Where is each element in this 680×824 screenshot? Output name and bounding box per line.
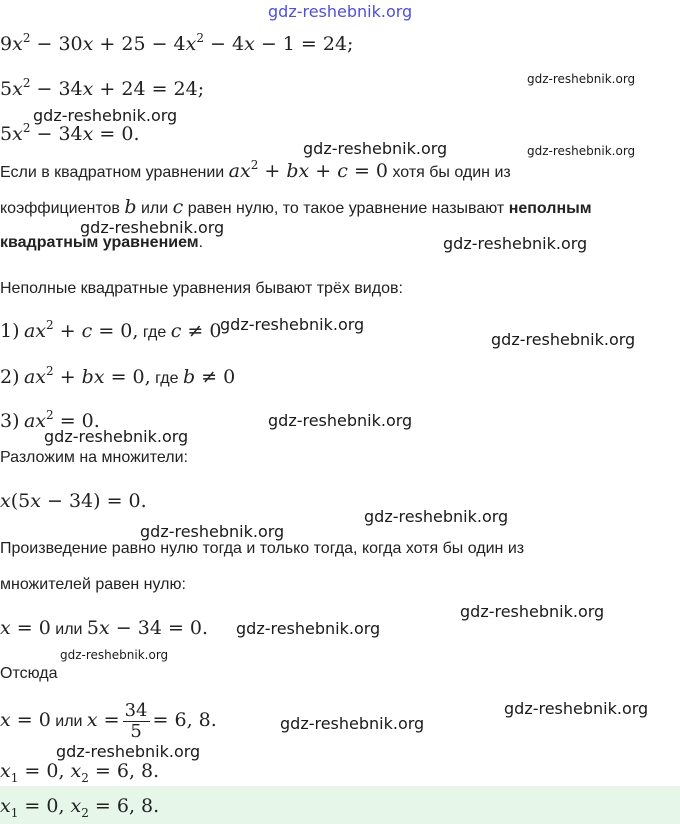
- solution-equation: x = 0 или x = $\frac{34}{5}$ = 6, 8.: [0, 700, 217, 743]
- equation-3: $5x^2 - 34x = 0$.: [0, 121, 140, 145]
- watermark: gdz-reshebnik.org: [443, 234, 588, 253]
- watermark: gdz-reshebnik.org: [280, 714, 425, 733]
- watermark: gdz-reshebnik.org: [60, 648, 169, 662]
- watermark: gdz-reshebnik.org: [236, 619, 381, 638]
- watermark: gdz-reshebnik.org: [364, 507, 509, 526]
- watermark: gdz-reshebnik.org: [527, 144, 636, 158]
- product-text-2: множителей равен нулю:: [0, 576, 186, 593]
- hence-label: Отсюда: [0, 665, 58, 682]
- watermark: gdz-reshebnik.org: [491, 330, 636, 349]
- watermark: gdz-reshebnik.org: [504, 699, 649, 718]
- factor-title: Разложим на множители:: [0, 449, 188, 466]
- watermark: gdz-reshebnik.org: [80, 218, 225, 237]
- watermark: gdz-reshebnik.org: [460, 602, 605, 621]
- watermark: gdz-reshebnik.org: [268, 411, 413, 430]
- cases-equation: x = 0 или 5x − 34 = 0.: [0, 617, 209, 639]
- definition-line-3: квадратным уравнением.: [0, 234, 204, 251]
- definition-line-2: коэффициентов b или c равен нулю, то такое уравнение называют неполным: [0, 196, 592, 218]
- watermark: gdz-reshebnik.org: [56, 742, 201, 761]
- roots-equation: $x_1 = 0$, $x_2 = 6$, 8.: [0, 760, 160, 785]
- answer-equation: $x_1 = 0$, $x_2 = 6$, 8.: [0, 795, 160, 820]
- definition-line-1: Если в квадратном уравнении $ax^2$ + bx + c = 0 хотя бы один из: [0, 158, 511, 182]
- kind-2: 2) $ax^2$ + bx = 0, где b ≠ 0: [0, 364, 236, 388]
- kind-3: 3) $ax^2 = 0$.: [0, 408, 100, 432]
- equation-2: $5x^2 - 34x + 24 = 24$;: [0, 76, 205, 100]
- factor-equation: x(5x − 34) = 0.: [0, 490, 147, 512]
- kind-1: 1) $ax^2 + c = 0$, где c ≠ 0: [0, 318, 222, 342]
- watermark: gdz-reshebnik.org: [220, 315, 365, 334]
- watermark: gdz-reshebnik.org: [44, 427, 189, 446]
- product-text-1: Произведение равно нулю тогда и только тогда, когда хотя бы один из: [0, 540, 525, 557]
- kinds-title: Неполные квадратные уравнения бывают трёх видов:: [0, 280, 403, 297]
- watermark-top: gdz-reshebnik.org: [268, 2, 413, 21]
- term-bold: квадратным уравнением: [0, 234, 199, 251]
- equation-1: $9x^2 - 30x + 25 - 4x^2 - 4x - 1 = 24$;: [0, 31, 354, 55]
- term-bold: неполным: [508, 200, 592, 217]
- watermark: gdz-reshebnik.org: [527, 72, 636, 86]
- watermark: gdz-reshebnik.org: [303, 139, 448, 158]
- watermark: gdz-reshebnik.org: [33, 106, 178, 125]
- watermark: gdz-reshebnik.org: [140, 522, 285, 541]
- fraction: $\frac{34}{5}$: [124, 700, 148, 743]
